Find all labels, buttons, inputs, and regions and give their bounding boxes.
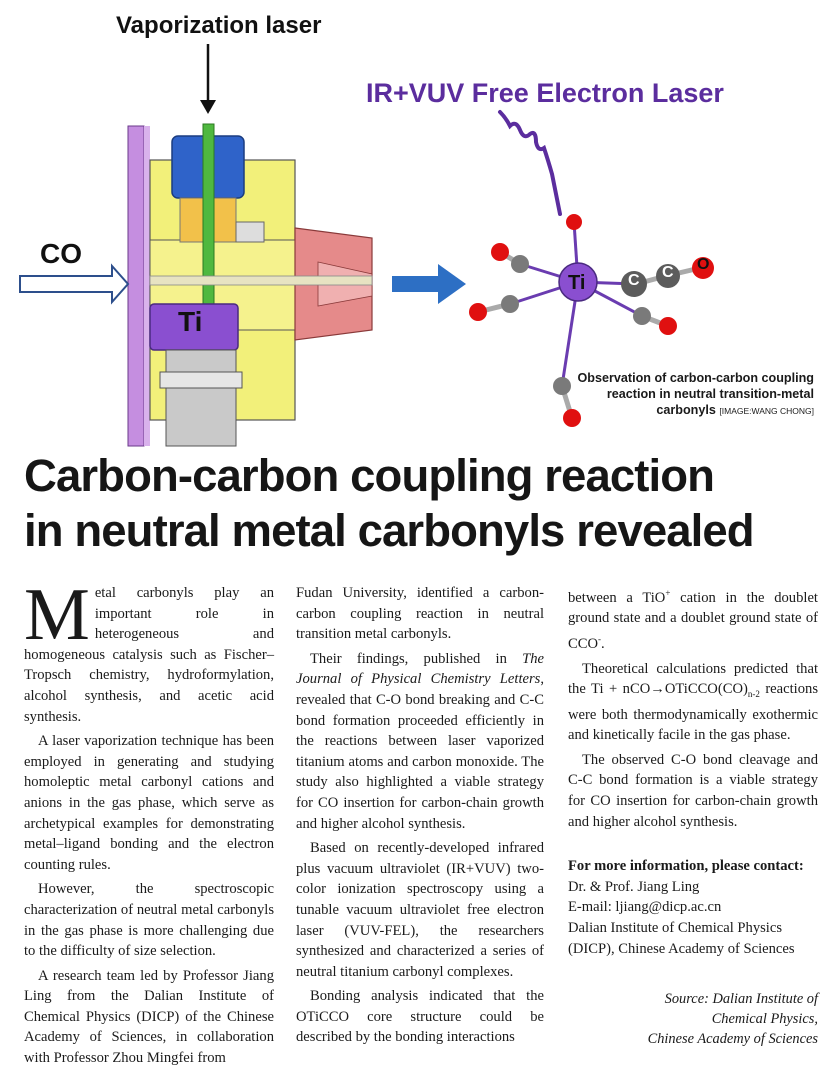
c-atom-label-1: C [628, 272, 640, 289]
ti-atom-label: Ti [568, 272, 586, 294]
paragraph: The observed C-O bond cleavage and C-C bond formation is a viable strategy for CO insertion for carbon-chain growth and higher alcohol synthesis. [568, 751, 818, 830]
laser-channel [203, 124, 214, 314]
vaporization-laser-label: Vaporization laser [116, 12, 322, 39]
figure [0, 0, 840, 445]
column-3 [568, 583, 818, 1049]
fel-label: IR+VUV Free Electron Laser [366, 78, 724, 108]
paragraph: between a TiO+ cation in the doublet ground state and a doublet ground state of CCO-. [568, 588, 818, 652]
fel-beam [500, 112, 560, 214]
caption-text: Observation of carbon-carbon coupling reaction in neutral transition-metal carbonyls [577, 371, 814, 417]
paragraph: Theoretical calculations predicted that the $Ti + nCO\to OTiCCO(CO)_{n-2}$ reactions were both thermodynamically exothermic and kinetically facile in the gas phase. [568, 660, 818, 744]
c-atom-label-2: C [662, 264, 674, 281]
o-atom-top [566, 214, 582, 230]
contact-name: Dr. & Prof. Jiang Ling [568, 878, 700, 895]
contact-heading: For more information, please contact: [568, 858, 804, 875]
column-2 [296, 583, 544, 1052]
contact-organization: Dalian Institute of Chemical Physics (DICP), Chinese Academy of Sciences [568, 919, 795, 957]
headline [24, 448, 824, 558]
image-credit: [IMAGE:WANG CHONG] [719, 406, 814, 416]
co-label: CO [40, 238, 82, 269]
molecule [510, 222, 642, 386]
source-credit: Source: Dalian Institute of Chemical Physics, Chinese Academy of Sciences [647, 991, 818, 1048]
figure-caption [564, 370, 814, 419]
paragraph: A research team led by Professor Jiang Ling from the Dalian Institute of Chemical Physics (DICP) of the Chinese Academy of Sciences, in collaboration with Professor Zhou Mingfei from [24, 967, 274, 1067]
paragraph: Bonding analysis indicated that the OTiCCO core structure could be described by the bonding interactions [296, 988, 544, 1046]
contact-block [568, 856, 818, 959]
o-atom-label: O [697, 256, 710, 273]
headline-line-1: Carbon-carbon coupling reaction [24, 450, 715, 501]
co-arrow [20, 266, 128, 302]
ti-target-label: Ti [178, 306, 203, 337]
paragraph: Their findings, published in The Journal of Physical Chemistry Letters, revealed that C-O bond breaking and C-C bond formation proceeded efficiently in the reactions between laser vaporized titanium atoms and carbon monoxide. The study also highlighted a viable strategy for CO insertion for carbon-chain growth and higher alcohol synthesis. [296, 650, 544, 832]
contact-email[interactable]: E-mail: ljiang@dicp.ac.cn [568, 899, 722, 916]
paragraph: Based on recently-developed infrared plus vacuum ultraviolet (IR+VUV) two-color ionization spectroscopy using a tunable vacuum ultraviolet free electron laser (VUV-FEL), the researchers synthesized and characterized a series of neutral titanium carbonyl complexes. [296, 840, 544, 980]
purple-plate [128, 126, 144, 446]
paragraph: A laser vaporization technique has been employed in generating and studying homoleptic metal carbonyl cations and anions in the gas phase, which serve as archetypical examples for demonstrating metal–ligand bonding and the electron counting rules. [24, 733, 274, 873]
journal-name: The Journal of Physical Chemistry Letters [296, 650, 544, 688]
headline-line-2: in neutral metal carbonyls revealed [24, 505, 754, 556]
reaction-arrow [392, 264, 466, 304]
drop-cap: M [24, 574, 90, 656]
column-1 [24, 574, 274, 1073]
paragraph: Fudan University, identified a carbon-carbon coupling reaction in neutral transition metal carbonyls. [296, 585, 544, 643]
paragraph: However, the spectroscopic characterization of neutral metal carbonyls in the gas phase is more challenging due to the difficulty of size selection. [24, 881, 274, 960]
paragraph: Metal carbonyls play an important role in heterogeneous and homogeneous catalysis such as Fischer–Tropsch chemistry, hydroformylation, alcohol synthesis, and acetic acid synthesis. [24, 574, 274, 725]
